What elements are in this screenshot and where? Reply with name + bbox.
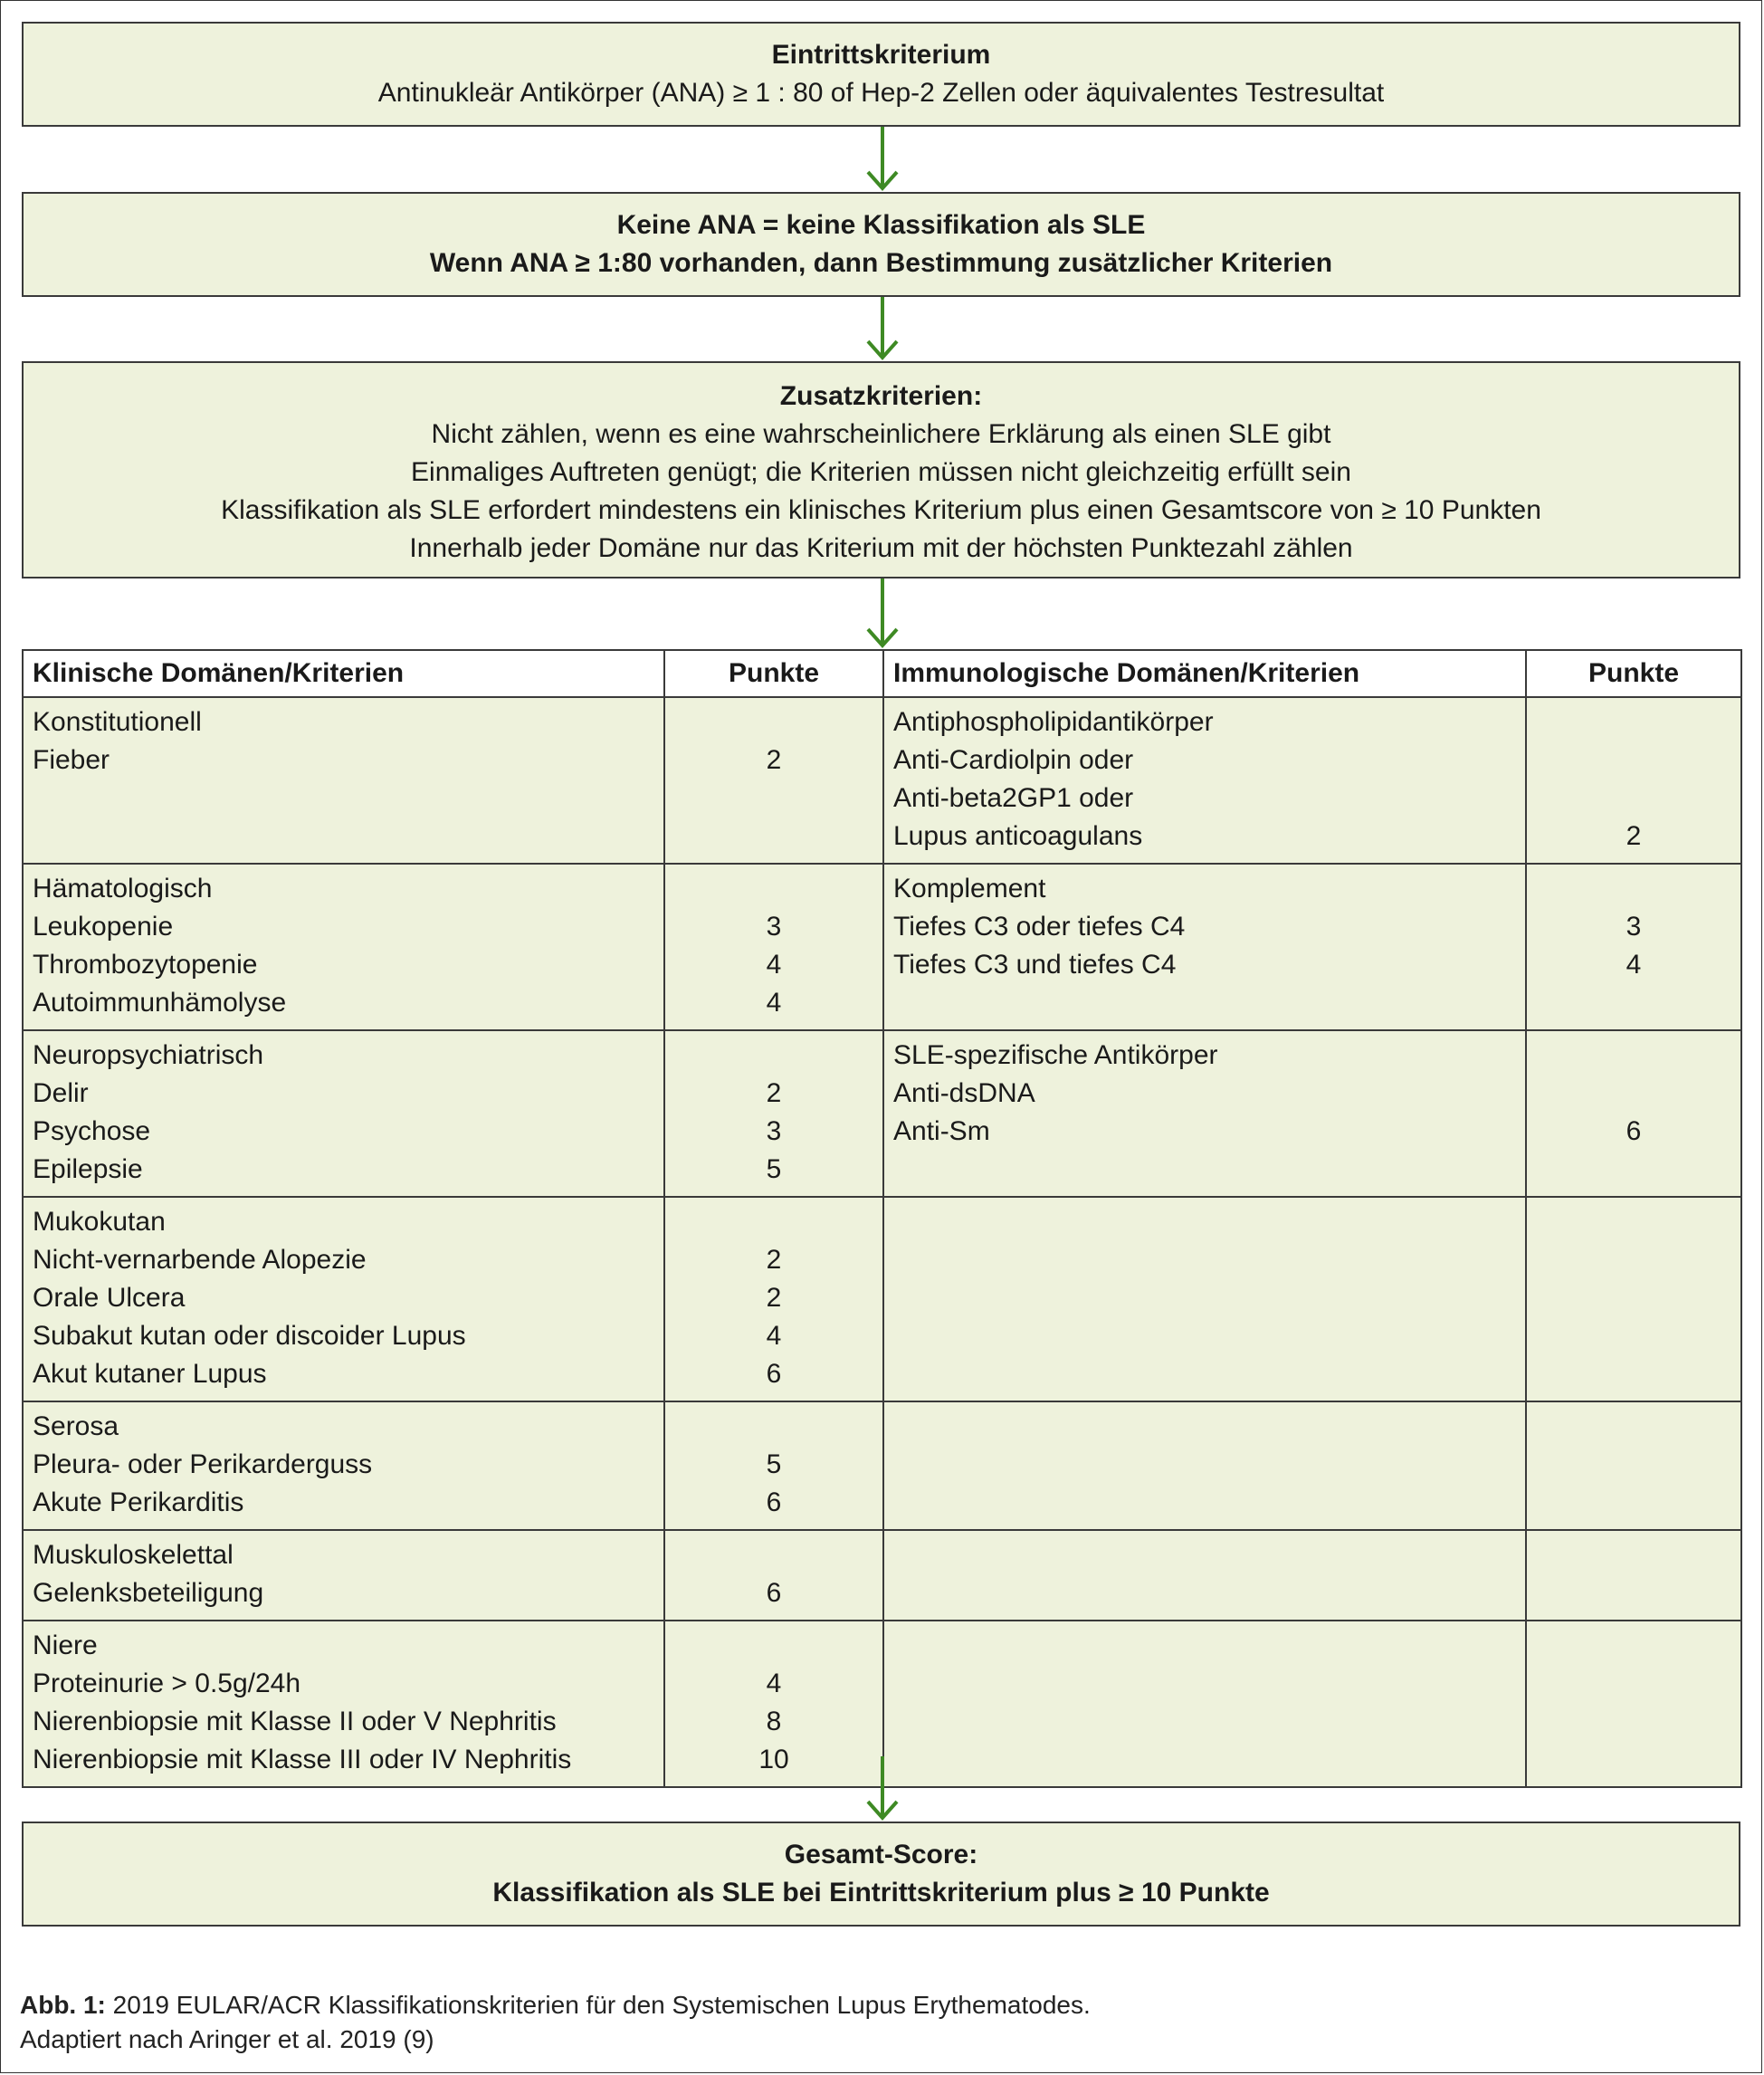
immunological-criteria-cell: [883, 864, 1526, 1030]
points-value: 4: [766, 950, 782, 980]
points-value: [674, 1408, 873, 1446]
points-value: 3: [766, 1116, 782, 1146]
table-row: [23, 1530, 1741, 1621]
arrow-down-icon: [864, 579, 901, 649]
points-value: 8: [766, 1707, 782, 1736]
additional-criteria-line: Klassifikation als SLE erfordert mindestens ein klinisches Kriterium plus einen Gesamtscore von ≥ 10 Punkten: [221, 495, 1541, 525]
clinical-criteria-cell: [23, 1030, 664, 1197]
additional-criteria-title: Zusatzkriterien:: [779, 381, 983, 411]
clinical-criteria-cell: [23, 1530, 664, 1621]
table-row: [23, 1197, 1741, 1401]
ana-condition-line2: Wenn ANA ≥ 1:80 vorhanden, dann Bestimmung zusätzlicher Kriterien: [429, 248, 1333, 278]
criterion-label: Niere: [33, 1630, 98, 1660]
criterion-label: Serosa: [33, 1411, 119, 1441]
points-value: [674, 1627, 873, 1665]
points-value: 5: [766, 1449, 782, 1479]
criterion-label: Anti-Cardiolpin oder: [893, 745, 1134, 775]
arrow-down-icon: [864, 297, 901, 361]
criterion-label: Lupus anticoagulans: [893, 821, 1143, 851]
points-value: [1536, 741, 1731, 779]
immunological-criteria-cell: [883, 1530, 1526, 1621]
criterion-label: Akut kutaner Lupus: [33, 1359, 267, 1389]
criterion-label: Tiefes C3 oder tiefes C4: [893, 912, 1186, 942]
criterion-label: Subakut kutan oder discoider Lupus: [33, 1321, 466, 1351]
criterion-label: Thrombozytopenie: [33, 950, 258, 980]
points-value: [674, 703, 873, 741]
criterion-label: SLE-spezifische Antikörper: [893, 1040, 1218, 1070]
total-score-text: Klassifikation als SLE bei Eintrittskriterium plus ≥ 10 Punkte: [492, 1878, 1270, 1908]
points-value: 4: [1626, 950, 1642, 980]
immunological-points-cell: [1526, 1621, 1741, 1787]
table-row: [23, 864, 1741, 1030]
criterion-label: Anti-dsDNA: [893, 1078, 1035, 1108]
immunological-points-cell: [1526, 1197, 1741, 1401]
immunological-points-cell: [1526, 864, 1741, 1030]
points-value: 3: [766, 912, 782, 942]
criterion-label: Muskuloskelettal: [33, 1540, 234, 1570]
points-value: 4: [766, 1321, 782, 1351]
points-value: 4: [766, 1669, 782, 1698]
immunological-criteria-cell: [883, 1401, 1526, 1530]
immunological-criteria-cell: [883, 1030, 1526, 1197]
clinical-points-cell: [664, 1401, 883, 1530]
points-value: [674, 1037, 873, 1075]
criterion-label: Neuropsychiatrisch: [33, 1040, 264, 1070]
arrow-down-icon: [864, 1756, 901, 1822]
criterion-label: Pleura- oder Perikarderguss: [33, 1449, 373, 1479]
immunological-points-cell: [1526, 1030, 1741, 1197]
clinical-criteria-cell: [23, 697, 664, 864]
points-value: 6: [766, 1359, 782, 1389]
criterion-label: Psychose: [33, 1116, 151, 1146]
entry-criterion-text: Antinukleär Antikörper (ANA) ≥ 1 : 80 of Hep-2 Zellen oder äquivalentes Testresultat: [377, 78, 1385, 108]
criterion-label: Proteinurie > 0.5g/24h: [33, 1669, 301, 1698]
points-value: [1536, 1075, 1731, 1113]
table-header-row: [23, 650, 1741, 697]
immunological-criteria-cell: [883, 1621, 1526, 1787]
table-row: [23, 697, 1741, 864]
criterion-label: Orale Ulcera: [33, 1283, 186, 1313]
criterion-label: Leukopenie: [33, 912, 174, 942]
criterion-label: Antiphospholipidantikörper: [893, 707, 1214, 737]
clinical-points-cell: [664, 1530, 883, 1621]
points-value: 2: [1626, 821, 1642, 851]
immunological-points-cell: [1526, 1401, 1741, 1530]
immunological-points-cell: [1526, 697, 1741, 864]
criterion-label: Akute Perikarditis: [33, 1487, 244, 1517]
criterion-label: Hämatologisch: [33, 874, 213, 904]
points-value: 2: [766, 1283, 782, 1313]
clinical-domains-header: Klinische Domänen/Kriterien: [23, 650, 664, 697]
points-value: [674, 870, 873, 908]
points-value: [1536, 870, 1731, 908]
points-value: 2: [766, 745, 782, 775]
clinical-criteria-cell: [23, 1401, 664, 1530]
total-score-title: Gesamt-Score:: [784, 1840, 978, 1869]
caption-label: Abb. 1:: [20, 1991, 106, 2019]
criterion-label: Delir: [33, 1078, 89, 1108]
criterion-label: Konstitutionell: [33, 707, 202, 737]
points-value: 6: [766, 1578, 782, 1608]
clinical-criteria-cell: [23, 864, 664, 1030]
points-value: 2: [766, 1078, 782, 1108]
entry-criterion-box: [22, 22, 1740, 127]
figure-caption: [20, 1988, 1091, 2057]
caption-line1: 2019 EULAR/ACR Klassifikationskriterien für den Systemischen Lupus Erythematodes.: [112, 1991, 1091, 2019]
additional-criteria-line: Einmaliges Auftreten genügt; die Kriterien müssen nicht gleichzeitig erfüllt sein: [411, 457, 1351, 487]
points-value: 2: [766, 1245, 782, 1275]
ana-condition-box: [22, 192, 1740, 297]
points-value: 6: [766, 1487, 782, 1517]
criterion-label: Mukokutan: [33, 1207, 166, 1237]
points-value: [1536, 1037, 1731, 1075]
criterion-label: Anti-beta2GP1 oder: [893, 783, 1134, 813]
points-value: [1536, 703, 1731, 741]
table-row: [23, 1030, 1741, 1197]
clinical-points-cell: [664, 1621, 883, 1787]
clinical-criteria-cell: [23, 1197, 664, 1401]
points-value: 10: [758, 1745, 789, 1774]
criteria-table: [22, 649, 1742, 1788]
criterion-label: Fieber: [33, 745, 110, 775]
total-score-box: [22, 1822, 1740, 1927]
criterion-label: Autoimmunhämolyse: [33, 988, 287, 1018]
caption-line2: Adaptiert nach Aringer et al. 2019 (9): [20, 2025, 434, 2053]
criterion-label: Anti-Sm: [893, 1116, 990, 1146]
criterion-label: Nicht-vernarbende Alopezie: [33, 1245, 367, 1275]
immunological-points-cell: [1526, 1530, 1741, 1621]
criterion-label: Komplement: [893, 874, 1046, 904]
clinical-points-cell: [664, 1030, 883, 1197]
clinical-criteria-cell: [23, 1621, 664, 1787]
arrow-down-icon: [864, 127, 901, 192]
table-row: [23, 1401, 1741, 1530]
points-value: [674, 1536, 873, 1574]
clinical-points-cell: [664, 1197, 883, 1401]
immunological-domains-header: Immunologische Domänen/Kriterien: [883, 650, 1526, 697]
immunological-points-header: Punkte: [1526, 650, 1741, 697]
points-value: 3: [1626, 912, 1642, 942]
points-value: 5: [766, 1154, 782, 1184]
clinical-points-cell: [664, 864, 883, 1030]
criterion-label: Gelenksbeteiligung: [33, 1578, 264, 1608]
points-value: 6: [1626, 1116, 1642, 1146]
points-value: [1536, 779, 1731, 818]
criterion-label: Nierenbiopsie mit Klasse II oder V Nephritis: [33, 1707, 557, 1736]
entry-criterion-title: Eintrittskriterium: [771, 40, 991, 70]
criterion-label: Nierenbiopsie mit Klasse III oder IV Nephritis: [33, 1745, 572, 1774]
criterion-label: Epilepsie: [33, 1154, 143, 1184]
additional-criteria-line: Innerhalb jeder Domäne nur das Kriterium mit der höchsten Punktezahl zählen: [409, 533, 1353, 563]
ana-condition-line1: Keine ANA = keine Klassifikation als SLE: [616, 210, 1146, 240]
immunological-criteria-cell: [883, 697, 1526, 864]
immunological-criteria-cell: [883, 1197, 1526, 1401]
additional-criteria-box: [22, 361, 1740, 579]
points-value: 4: [766, 988, 782, 1018]
additional-criteria-line: Nicht zählen, wenn es eine wahrscheinlichere Erklärung als einen SLE gibt: [431, 419, 1331, 449]
points-value: [674, 1203, 873, 1241]
clinical-points-header: Punkte: [664, 650, 883, 697]
criterion-label: Tiefes C3 und tiefes C4: [893, 950, 1177, 980]
clinical-points-cell: [664, 697, 883, 864]
